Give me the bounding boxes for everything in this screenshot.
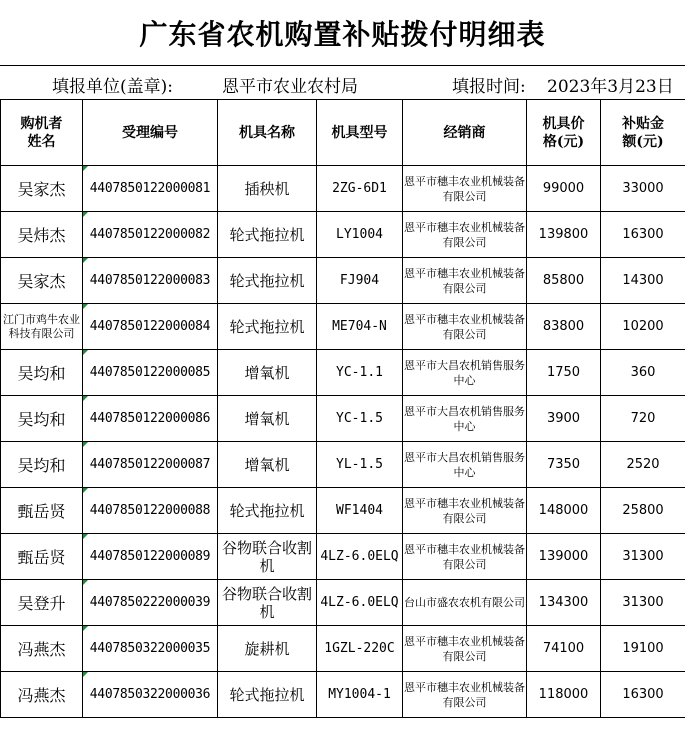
cell-model: YC-1.1	[317, 350, 403, 396]
cell-machine: 增氧机	[218, 350, 317, 396]
cell-price: 7350	[527, 442, 601, 488]
cell-buyer: 吴均和	[1, 396, 83, 442]
cell-dealer: 台山市盛农农机有限公司	[403, 580, 527, 626]
cell-price: 139800	[527, 212, 601, 258]
cell-machine: 轮式拖拉机	[218, 304, 317, 350]
cell-dealer: 恩平市穗丰农业机械装备有限公司	[403, 488, 527, 534]
header-buyer: 购机者姓名	[1, 100, 83, 166]
unit-label: 填报单位(盖章):	[52, 77, 173, 97]
cell-subsidy: 10200	[601, 304, 685, 350]
cell-buyer: 甄岳贤	[1, 488, 83, 534]
cell-dealer: 恩平市穗丰农业机械装备有限公司	[403, 212, 527, 258]
cell-code: 4407850322000035	[83, 626, 218, 672]
cell-machine: 旋耕机	[218, 626, 317, 672]
table-row	[1, 488, 685, 534]
cell-code: 4407850122000087	[83, 442, 218, 488]
cell-subsidy: 2520	[601, 442, 685, 488]
cell-buyer: 江门市鸡牛农业科技有限公司	[1, 304, 83, 350]
cell-price: 134300	[527, 580, 601, 626]
cell-machine: 轮式拖拉机	[218, 212, 317, 258]
cell-price: 118000	[527, 672, 601, 718]
cell-subsidy: 19100	[601, 626, 685, 672]
header-row	[1, 100, 685, 166]
cell-model: MY1004-1	[317, 672, 403, 718]
cell-price: 148000	[527, 488, 601, 534]
cell-price: 83800	[527, 304, 601, 350]
cell-code: 4407850122000082	[83, 212, 218, 258]
cell-machine: 谷物联合收割机	[218, 580, 317, 626]
cell-dealer: 恩平市大昌农机销售服务中心	[403, 396, 527, 442]
cell-price: 139000	[527, 534, 601, 580]
cell-buyer: 甄岳贤	[1, 534, 83, 580]
cell-price: 1750	[527, 350, 601, 396]
cell-model: YL-1.5	[317, 442, 403, 488]
cell-code: 4407850122000084	[83, 304, 218, 350]
table-row	[1, 166, 685, 212]
cell-model: LY1004	[317, 212, 403, 258]
cell-code: 4407850122000083	[83, 258, 218, 304]
table-row	[1, 258, 685, 304]
table-row	[1, 304, 685, 350]
cell-subsidy: 16300	[601, 212, 685, 258]
cell-price: 3900	[527, 396, 601, 442]
cell-model: FJ904	[317, 258, 403, 304]
cell-buyer: 吴家杰	[1, 258, 83, 304]
cell-dealer: 恩平市穗丰农业机械装备有限公司	[403, 258, 527, 304]
cell-dealer: 恩平市穗丰农业机械装备有限公司	[403, 672, 527, 718]
table-row	[1, 626, 685, 672]
cell-code: 4407850222000039	[83, 580, 218, 626]
cell-code: 4407850122000085	[83, 350, 218, 396]
cell-machine: 轮式拖拉机	[218, 672, 317, 718]
cell-model: 4LZ-6.0ELQ	[317, 534, 403, 580]
cell-buyer: 吴家杰	[1, 166, 83, 212]
cell-subsidy: 25800	[601, 488, 685, 534]
header-price: 机具价格(元)	[527, 100, 601, 166]
cell-code: 4407850122000088	[83, 488, 218, 534]
cell-dealer: 恩平市穗丰农业机械装备有限公司	[403, 166, 527, 212]
table-row	[1, 534, 685, 580]
table-row	[1, 350, 685, 396]
cell-code: 4407850122000086	[83, 396, 218, 442]
cell-dealer: 恩平市穗丰农业机械装备有限公司	[403, 304, 527, 350]
cell-dealer: 恩平市大昌农机销售服务中心	[403, 350, 527, 396]
cell-dealer: 恩平市穗丰农业机械装备有限公司	[403, 626, 527, 672]
sheet-title: 广东省农机购置补贴拨付明细表	[0, 0, 685, 66]
cell-subsidy: 33000	[601, 166, 685, 212]
cell-price: 85800	[527, 258, 601, 304]
cell-buyer: 吴炜杰	[1, 212, 83, 258]
cell-subsidy: 31300	[601, 534, 685, 580]
table-row	[1, 580, 685, 626]
cell-price: 74100	[527, 626, 601, 672]
cell-model: YC-1.5	[317, 396, 403, 442]
header-dealer: 经销商	[403, 100, 527, 166]
cell-dealer: 恩平市大昌农机销售服务中心	[403, 442, 527, 488]
cell-subsidy: 31300	[601, 580, 685, 626]
cell-dealer: 恩平市穗丰农业机械装备有限公司	[403, 534, 527, 580]
cell-model: ME704-N	[317, 304, 403, 350]
cell-model: 4LZ-6.0ELQ	[317, 580, 403, 626]
cell-price: 99000	[527, 166, 601, 212]
cell-buyer: 冯燕杰	[1, 626, 83, 672]
cell-model: WF1404	[317, 488, 403, 534]
cell-machine: 插秧机	[218, 166, 317, 212]
cell-subsidy: 14300	[601, 258, 685, 304]
cell-subsidy: 16300	[601, 672, 685, 718]
cell-code: 4407850122000081	[83, 166, 218, 212]
table-row	[1, 212, 685, 258]
header-code: 受理编号	[83, 100, 218, 166]
table-row	[1, 442, 685, 488]
table-row	[1, 672, 685, 718]
cell-model: 1GZL-220C	[317, 626, 403, 672]
cell-machine: 增氧机	[218, 396, 317, 442]
subsidy-table	[0, 99, 685, 718]
cell-buyer: 冯燕杰	[1, 672, 83, 718]
cell-machine: 轮式拖拉机	[218, 488, 317, 534]
cell-model: 2ZG-6D1	[317, 166, 403, 212]
cell-machine: 轮式拖拉机	[218, 258, 317, 304]
cell-subsidy: 360	[601, 350, 685, 396]
form-meta-row	[0, 66, 685, 99]
header-machine: 机具名称	[218, 100, 317, 166]
unit-value: 恩平市农业农村局	[222, 77, 358, 97]
cell-buyer: 吴均和	[1, 350, 83, 396]
table-row	[1, 396, 685, 442]
cell-buyer: 吴均和	[1, 442, 83, 488]
cell-machine: 增氧机	[218, 442, 317, 488]
header-model: 机具型号	[317, 100, 403, 166]
header-subsidy: 补贴金额(元)	[601, 100, 685, 166]
date-value: 2023年3月23日	[547, 77, 674, 97]
cell-machine: 谷物联合收割机	[218, 534, 317, 580]
cell-subsidy: 720	[601, 396, 685, 442]
cell-buyer: 吴登升	[1, 580, 83, 626]
cell-code: 4407850322000036	[83, 672, 218, 718]
date-label: 填报时间:	[452, 77, 526, 97]
cell-code: 4407850122000089	[83, 534, 218, 580]
